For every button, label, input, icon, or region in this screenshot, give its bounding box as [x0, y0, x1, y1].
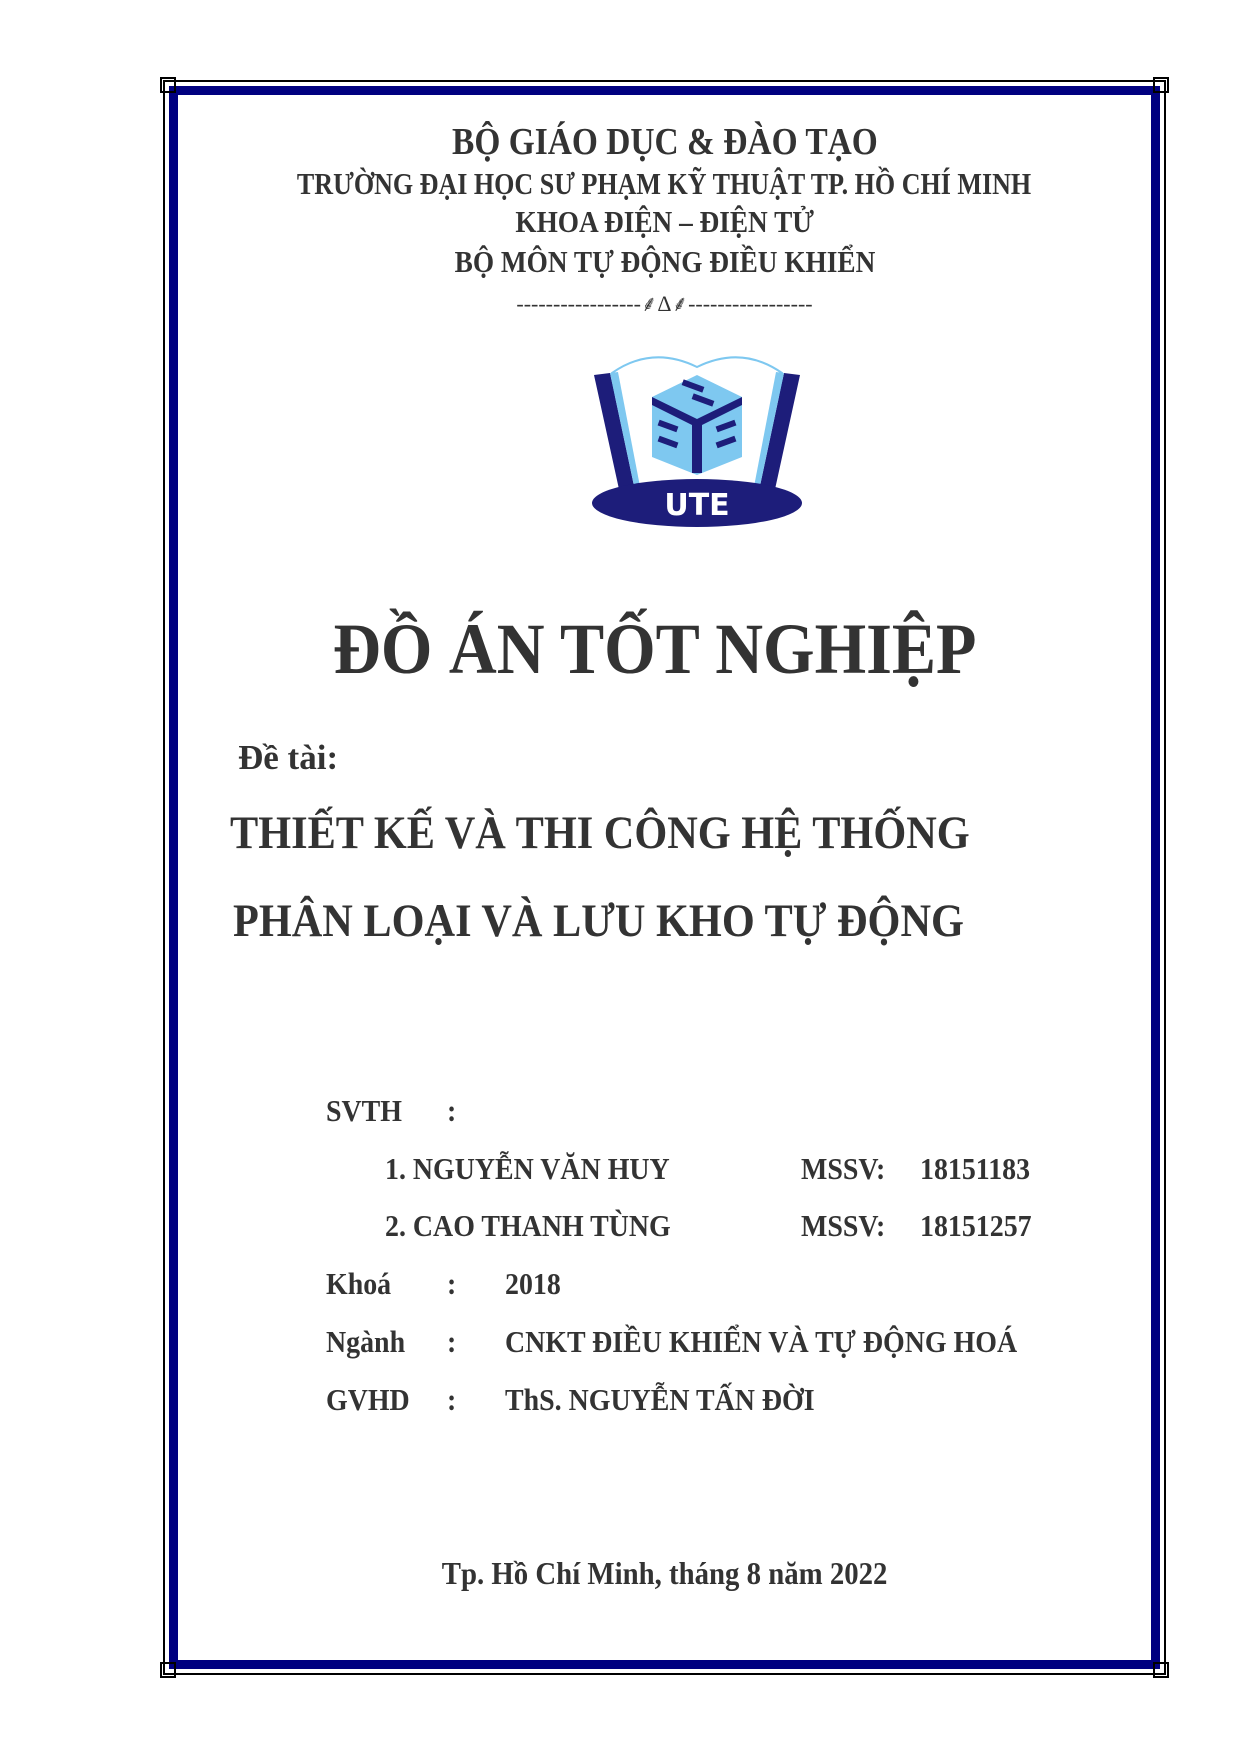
- topic-label: Đề tài:: [238, 738, 339, 777]
- faculty-heading: KHOA ĐIỆN – ĐIỆN TỬ: [515, 204, 814, 239]
- mssv-value: 18151183: [920, 1151, 1031, 1186]
- colon: :: [447, 1266, 457, 1301]
- logo-text: UTE: [664, 488, 730, 523]
- department-heading: BỘ MÔN TỰ ĐỘNG ĐIỀU KHIỂN: [454, 244, 875, 279]
- university-heading: TRƯỜNG ĐẠI HỌC SƯ PHẠM KỸ THUẬT TP. HỒ CHÍ MINH: [297, 166, 1032, 201]
- student-name: 1. NGUYỄN VĂN HUY: [385, 1151, 670, 1186]
- document-type-title: ĐỒ ÁN TỐT NGHIỆP: [333, 609, 977, 689]
- student-name: 2. CAO THANH TÙNG: [385, 1208, 671, 1243]
- svth-label: SVTH: [326, 1093, 402, 1128]
- colon: :: [447, 1093, 457, 1128]
- topic-line-1: THIẾT KẾ VÀ THI CÔNG HỆ THỐNG: [230, 807, 970, 859]
- gvhd-label: GVHD: [326, 1382, 410, 1417]
- khoa-label: Khoá: [326, 1266, 392, 1301]
- corner-ornament: [160, 77, 176, 93]
- ministry-heading: BỘ GIÁO DỤC & ĐÀO TẠO: [451, 121, 878, 163]
- colon: :: [447, 1382, 457, 1417]
- colon: :: [447, 1324, 457, 1359]
- corner-ornament: [1153, 1662, 1169, 1678]
- topic-line-2: PHÂN LOẠI VÀ LƯU KHO TỰ ĐỘNG: [233, 895, 964, 947]
- nganh-value: CNKT ĐIỀU KHIỂN VÀ TỰ ĐỘNG HOÁ: [505, 1324, 1018, 1359]
- decorative-divider: -----------------⸙Δ⸙-----------------: [516, 291, 813, 316]
- nganh-label: Ngành: [326, 1324, 406, 1359]
- corner-ornament: [160, 1662, 176, 1678]
- mssv-value: 18151257: [920, 1208, 1032, 1243]
- ute-logo: [582, 345, 812, 530]
- page-frame-blue: [169, 86, 1160, 1669]
- gvhd-value: ThS. NGUYỄN TẤN ĐỜI: [505, 1382, 815, 1417]
- khoa-value: 2018: [505, 1266, 561, 1301]
- mssv-label: MSSV:: [801, 1208, 886, 1243]
- corner-ornament: [1153, 77, 1169, 93]
- footer-place-date: Tp. Hồ Chí Minh, tháng 8 năm 2022: [441, 1555, 888, 1591]
- mssv-label: MSSV:: [801, 1151, 886, 1186]
